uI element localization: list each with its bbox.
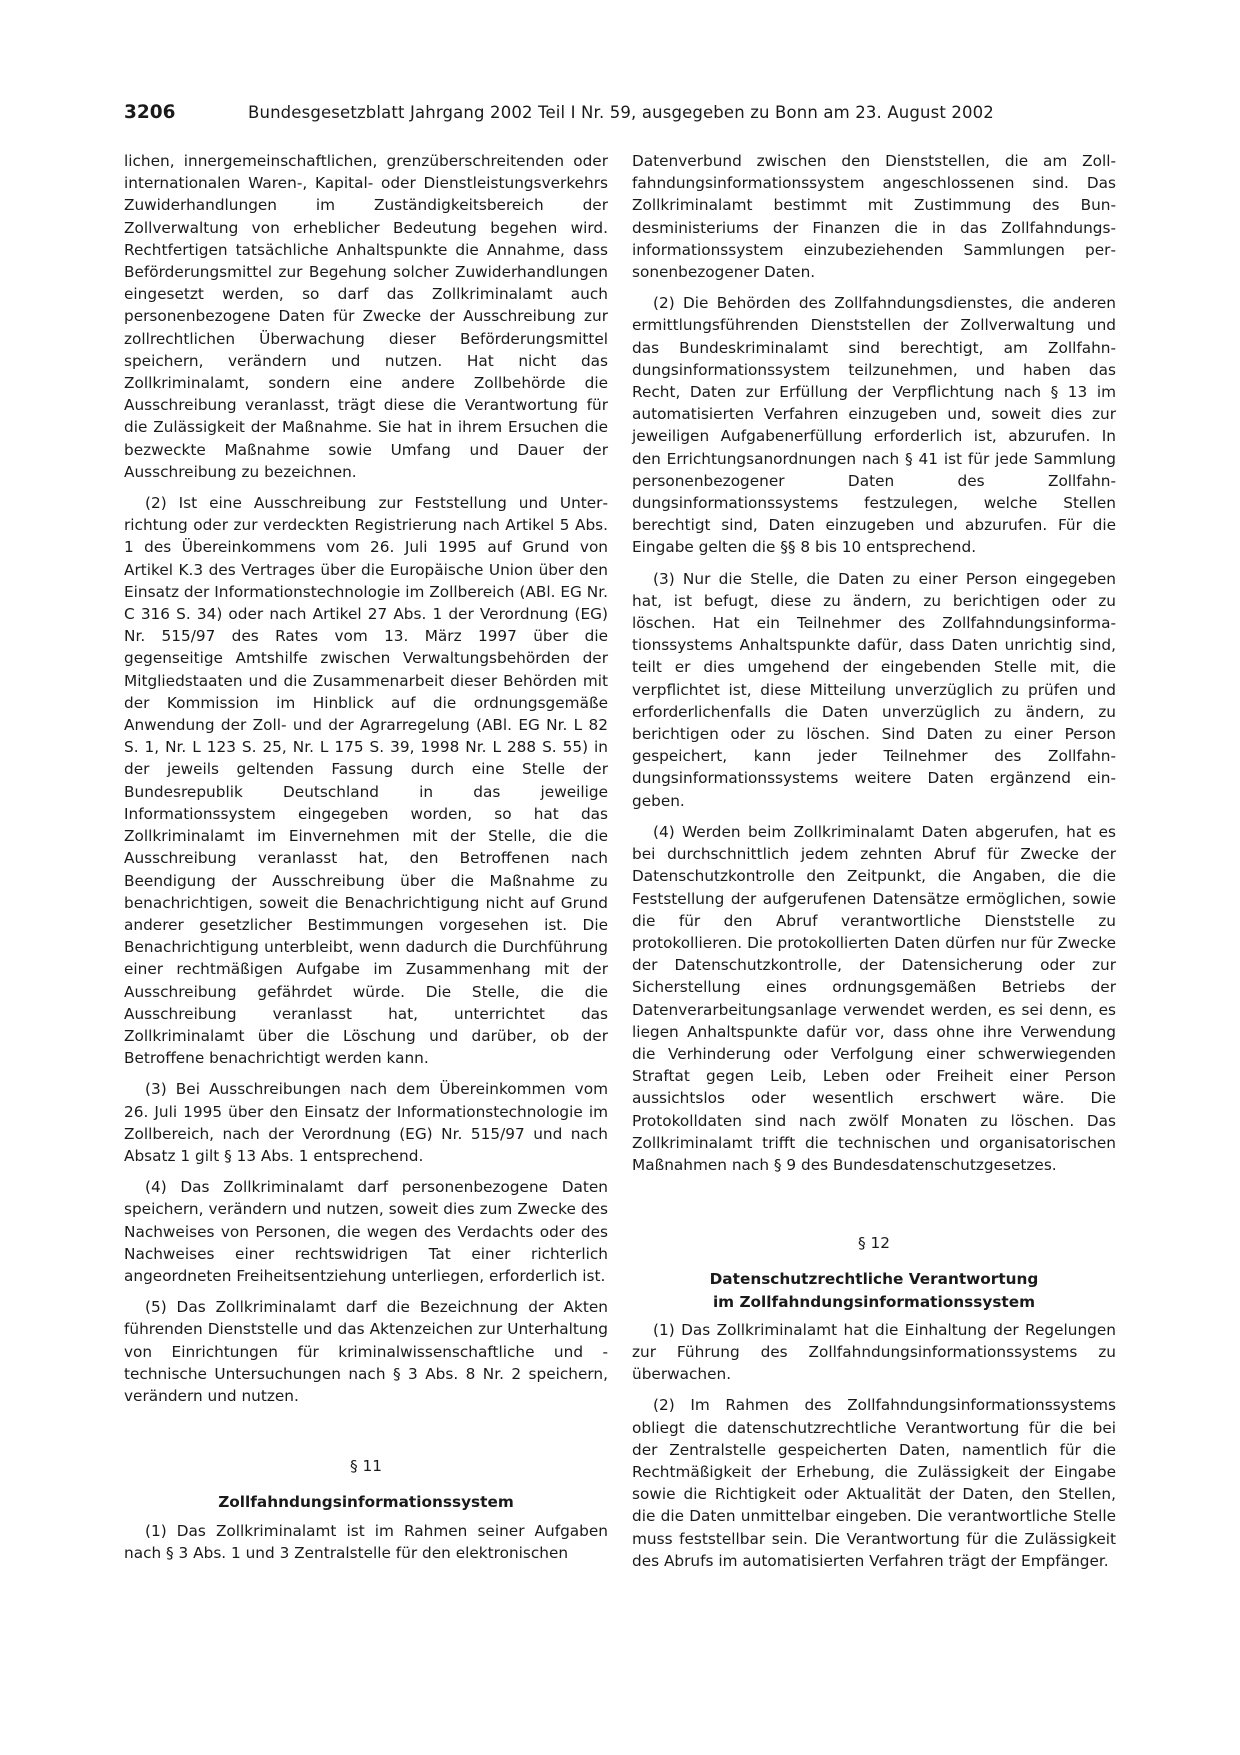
paragraph-continuation-right: Datenverbund zwischen den Dienststellen, die am Zollfahndungsinformationssystem angeschlossenen sind. Das Zollkriminalamt bestimmt mit Zustimmung des Bundesministeriums der Finanzen die in das Zollfahndungsinformationssystem einzubeziehenden Sammlungen personenbezogener Daten. (632, 152, 1116, 282)
section-11-paragraph-2: (2) Die Behörden des Zollfahndungsdienstes, die anderen ermittlungsführenden Dienststellen der Zollverwaltung und das Bundeskriminalamt sind berechtigt, am Zollfahndungsinformationssystem teilzunehmen, und haben das Recht, Daten zur Erfüllung der Verpflichtung nach § 13 im automatisierten Verfahren einzugeben und, soweit dies zur jeweiligen Aufgabenerfüllung erforderlich ist, abzurufen. In den Errichtungsanordnungen nach § 41 ist für jede Sammlung personenbezogener Daten des Zollfahndungsinformationssystems festzulegen, welche Stellen berechtigt sind, Daten einzugeben und abzurufen. Für die Eingabe gelten die §§ 8 bis 10 entsprechend. (632, 294, 1116, 557)
paragraph-2: (2) Ist eine Ausschreibung zur Feststellung und Unterrichtung oder zur verdeckten Registrierung nach Artikel 5 Abs. 1 des Übereinkommens vom 26. Juli 1995 auf Grund von Artikel K.3 des Vertrages über die Europäische Union über den Einsatz der Informationstechnologie im Zollbereich (ABl. EG Nr. C 316 S. 34) oder nach Artikel 27 Abs. 1 der Verordnung (EG) Nr. 515/97 des Rates vom 13. März 1997 über die gegenseitige Amtshilfe zwischen Verwaltungsbehörden der Mitgliedstaaten und die Zusammenarbeit dieser Behörden mit der Kommission im Hinblick auf die ordnungsgemäße Anwendung der Zoll- und der Agrarregelung (ABl. EG Nr. L 82 S. 1, Nr. L 123 S. 25, Nr. L 175 S. 39, 1998 Nr. L 288 S. 55) in der jeweils geltenden Fassung durch eine Stelle der Bundesrepublik Deutschland in das jeweilige Informationssystem eingegeben worden, so hat das Zollkriminalamt im Einvernehmen mit der Stelle, die die Ausschreibung veranlasst hat, den Betroffenen nach Beendigung der Ausschreibung über die Maßnahme zu benachrichtigen, soweit die Benachrichtigung nicht auf Grund anderer gesetzlicher Bestimmungen vorgesehen ist. Die Benachrichtigung unterbleibt, wenn dadurch die Durchführung einer rechtmäßigen Aufgabe im Zusammenhang mit der Ausschreibung gefährdet würde. Die Stelle, die die Ausschreibung veranlasst hat, unterrichtet das Zollkriminalamt über die Löschung und darüber, ob der Betroffene benachrichtigt werden kann. (124, 494, 608, 1068)
section-11-paragraph-3: (3) Nur die Stelle, die Daten zu einer Person eingegeben hat, ist befugt, diese zu ändern, zu berichtigen oder zu löschen. Hat ein Teilnehmer des Zollfahndungsinformationssystems Anhaltspunkte dafür, dass Daten unrichtig sind, teilt er dies umgehend der eingebenden Stelle mit, die verpflichtet ist, diese Mitteilung unverzüglich zu prüfen und erforderlichenfalls die Daten unverzüglich zu ändern, zu berichtigen oder zu löschen. Sind Daten zu einer Person gespeichert, kann jeder Teilnehmer des Zollfahndungsinformationssystems weitere Daten ergänzend eingeben. (632, 569, 1116, 810)
paragraph-5: (5) Das Zollkriminalamt darf die Bezeichnung der Akten führenden Dienststelle und das Aktenzeichen zur Unterhaltung von Einrichtungen für kriminalwissenschaftliche und -technische Untersuchungen nach § 3 Abs. 8 Nr. 2 speichern, verändern und nutzen. (124, 1298, 608, 1405)
paragraph-4: (4) Das Zollkriminalamt darf personenbezogene Daten speichern, verändern und nutzen, soweit dies zum Zwecke des Nachweises von Personen, die wegen des Verdachts oder des Nachweises einer rechtswidrigen Tat einer richterlich angeordneten Freiheitsentziehung unterliegen, erforderlich ist. (124, 1178, 608, 1285)
section-12-title-line-2: im Zollfahndungsinformationssystem (712, 1292, 1036, 1311)
page-number: 3206 (124, 102, 176, 123)
right-column (632, 150, 1116, 1581)
left-column (124, 150, 608, 1573)
section-11-paragraph-1: (1) Das Zollkriminalamt ist im Rahmen seiner Aufgaben nach § 3 Abs. 1 und 3 Zentralstelle für den elektronischen (124, 1521, 608, 1562)
running-head: Bundesgesetzblatt Jahrgang 2002 Teil I Nr. 59, ausgegeben zu Bonn am 23. August 2002 (248, 103, 994, 122)
section-11-title: Zollfahndungsinformationssystem (218, 1493, 514, 1512)
section-12-paragraph-2: (2) Im Rahmen des Zollfahndungsinformationssystems obliegt die datenschutzrechtliche Verantwortung für die bei der Zentralstelle gespeicherten Daten, namentlich für die Rechtmäßigkeit der Erhebung, die Zulässigkeit der Eingabe sowie die Richtigkeit oder Aktualität der Daten, den Stellen, die die Daten unmittelbar eingeben. Die verantwortliche Stelle muss feststellbar sein. Die Verantwortung für die Zulässigkeit des Abrufs im automatisierten Verfahren trägt der Empfänger. (632, 1396, 1116, 1570)
section-12-paragraph-1: (1) Das Zollkriminalamt hat die Einhaltung der Regelungen zur Führung des Zollfahndungsinformationssystems zu überwachen. (632, 1320, 1116, 1384)
paragraph-3: (3) Bei Ausschreibungen nach dem Übereinkommen vom 26. Juli 1995 über den Einsatz der Informationstechnologie im Zollbereich, nach der Verordnung (EG) Nr. 515/97 und nach Absatz 1 gilt § 13 Abs. 1 entsprechend. (124, 1080, 608, 1165)
section-12-title-line-1: Datenschutzrechtliche Verantwortung (709, 1270, 1039, 1289)
page-header (124, 102, 1124, 130)
paragraph-continuation: lichen, innergemeinschaftlichen, grenzüberschreitenden oder internationalen Waren-, Kapital- oder Dienstleistungsverkehrs Zuwiderhandlungen im Zuständigkeitsbereich der Zollverwaltung von erheblicher Bedeutung begehen wird. Rechtfertigen tatsächliche Anhaltspunkte die Annahme, dass Beförderungsmittel zur Begehung solcher Zuwiderhandlungen eingesetzt werden, so darf das Zollkriminalamt auch personenbezogene Daten für Zwecke der Ausschreibung zur zollrechtlichen Überwachung dieser Beförderungsmittel speichern, verändern und nutzen. Hat nicht das Zollkriminalamt, sondern eine andere Zollbehörde die Ausschreibung veranlasst, trägt diese die Verantwortung für die Zulässigkeit der Maßnahme. Sie hat in ihrem Ersuchen die bezweckte Maßnahme sowie Umfang und Dauer der Ausschreibung zu bezeichnen. (124, 152, 608, 481)
section-11-number: § 11 (350, 1457, 382, 1476)
section-11-paragraph-4: (4) Werden beim Zollkriminalamt Daten abgerufen, hat es bei durchschnittlich jedem zehnten Abruf für Zwecke der Datenschutzkontrolle den Zeitpunkt, die Angaben, die die Feststellung der aufgerufenen Datensätze ermöglichen, sowie die für den Abruf verantwortliche Dienststelle zu protokollieren. Die protokollierten Daten dürfen nur für Zwecke der Datenschutzkontrolle, der Datensicherung oder zur Sicherstellung eines ordnungsgemäßen Betriebs der Datenverarbeitungsanlage verwendet werden, es sei denn, es liegen Anhaltspunkte dafür vor, dass ohne ihre Verwendung die Verhinderung oder Verfolgung einer schwerwiegenden Straftat gegen Leib, Leben oder Freiheit einer Person aussichtslos oder wesentlich erschwert wäre. Die Protokolldaten sind nach zwölf Monaten zu löschen. Das Zollkriminalamt trifft die technischen und organisatorischen Maßnahmen nach § 9 des Bundesdatenschutzgesetzes. (632, 822, 1116, 1174)
section-12-number: § 12 (858, 1234, 890, 1253)
